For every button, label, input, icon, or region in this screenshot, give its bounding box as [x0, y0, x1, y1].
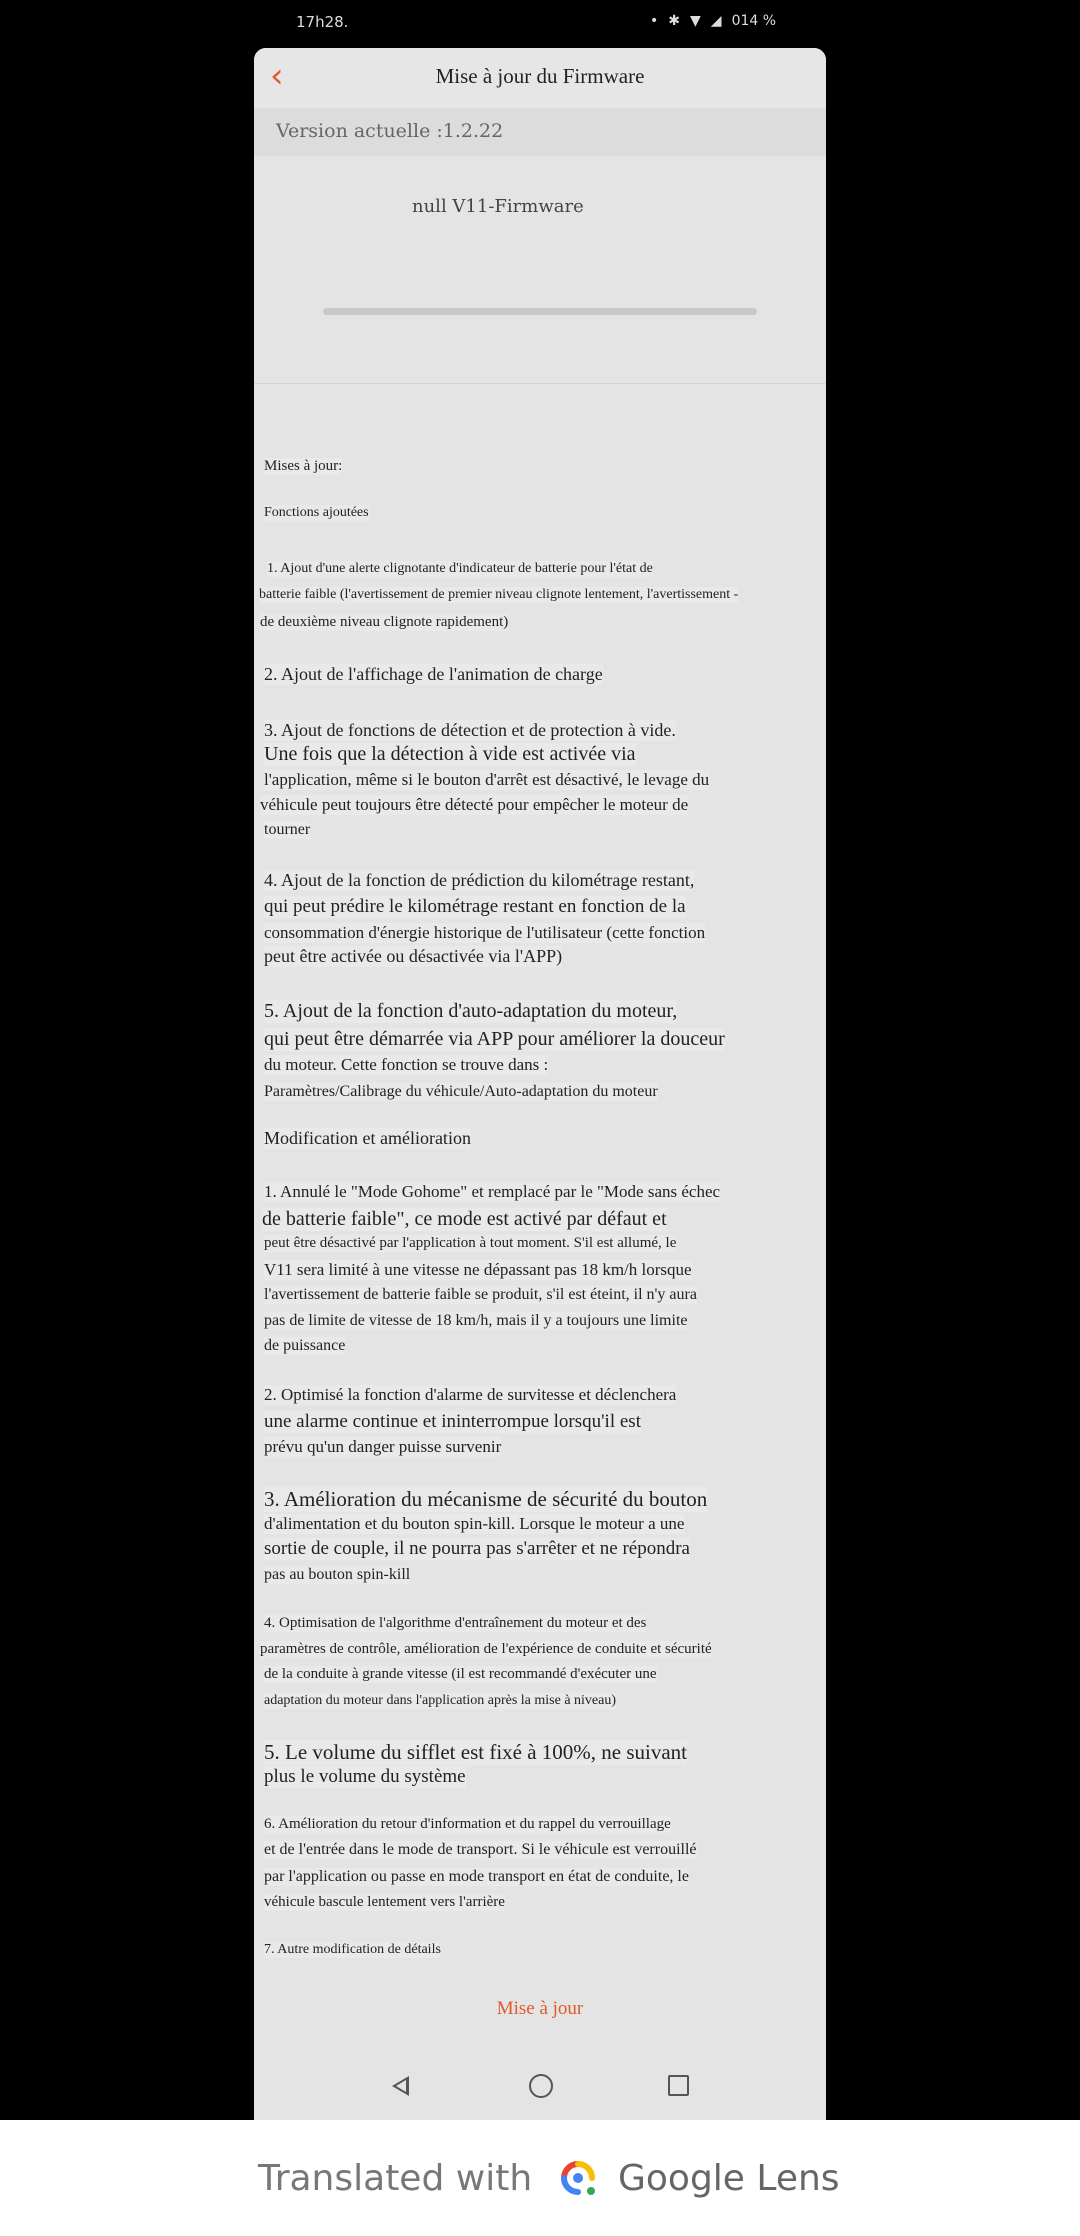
note-line: qui peut prédire le kilométrage restant en fonction de la	[264, 896, 686, 917]
wifi-icon: ▼	[690, 13, 701, 29]
note-line: Paramètres/Calibrage du véhicule/Auto-adaptation du moteur	[264, 1083, 658, 1100]
note-line: de batterie faible", ce mode est activé par défaut et	[262, 1208, 667, 1230]
app-screen	[254, 48, 826, 2120]
nav-bar	[254, 2060, 826, 2120]
section-heading: Fonctions ajoutées	[264, 505, 369, 520]
bluetooth-icon: ✱	[668, 13, 680, 29]
note-line: 5. Le volume du sifflet est fixé à 100%, ne suivant	[264, 1740, 688, 1764]
progress-bar	[323, 308, 757, 315]
lens-prefix: Translated with	[258, 2158, 533, 2199]
current-version: Version actuelle :1.2.22	[276, 120, 504, 142]
note-line: pas de limite de vitesse de 18 km/h, mais il y a toujours une limite	[264, 1312, 688, 1329]
dot-icon: •	[650, 13, 659, 29]
note-line: peut être désactivé par l'application à tout moment. S'il est allumé, le	[264, 1235, 677, 1251]
version-bar	[254, 108, 826, 156]
status-icons	[650, 13, 776, 29]
nav-home-icon[interactable]	[529, 2074, 553, 2098]
note-line: du moteur. Cette fonction se trouve dans :	[264, 1055, 549, 1074]
lens-brand: Google Lens	[618, 2158, 840, 2199]
note-line: peut être activée ou désactivée via l'APP)	[264, 946, 563, 966]
signal-icon: ◢	[710, 13, 722, 29]
note-line: 1. Annulé le "Mode Gohome" et remplacé par le "Mode sans échec	[264, 1182, 721, 1201]
note-line: batterie faible (l'avertissement de premier niveau clignote lentement, l'avertissement -	[259, 587, 739, 602]
note-line: 3. Amélioration du mécanisme de sécurité du bouton	[264, 1487, 708, 1511]
page-title: Mise à jour du Firmware	[435, 64, 645, 88]
note-line: sortie de couple, il ne pourra pas s'arrêter et ne répondra	[264, 1538, 690, 1559]
note-line: l'application, même si le bouton d'arrêt est désactivé, le levage du	[264, 770, 710, 789]
note-line: prévu qu'un danger puisse survenir	[264, 1437, 502, 1456]
lens-banner	[0, 2120, 1080, 2236]
note-line: 6. Amélioration du retour d'information et du rappel du verrouillage	[264, 1816, 671, 1832]
note-line: et de l'entrée dans le mode de transport. Si le véhicule est verrouillé	[264, 1841, 697, 1858]
note-line: 5. Ajout de la fonction d'auto-adaptation du moteur,	[264, 1000, 678, 1022]
note-line: 2. Optimisé la fonction d'alarme de survitesse et déclenchera	[264, 1385, 677, 1404]
note-line: adaptation du moteur dans l'application après la mise à niveau)	[264, 1693, 617, 1708]
footer	[254, 1978, 826, 2042]
note-line: d'alimentation et du bouton spin-kill. Lorsque le moteur a une	[264, 1514, 685, 1533]
note-line: qui peut être démarrée via APP pour améliorer la douceur	[264, 1028, 725, 1050]
note-line: consommation d'énergie historique de l'utilisateur (cette fonction	[264, 923, 706, 942]
note-line: véhicule bascule lentement vers l'arrière	[264, 1894, 505, 1910]
header	[254, 48, 826, 109]
status-time: 17h28.	[296, 13, 349, 31]
note-line: 2. Ajout de l'affichage de l'animation de charge	[264, 664, 603, 684]
note-line: véhicule peut toujours être détecté pour empêcher le moteur de	[260, 795, 689, 814]
note-line: pas au bouton spin-kill	[264, 1566, 411, 1583]
note-line: 1. Ajout d'une alerte clignotante d'indicateur de batterie pour l'état de	[267, 561, 653, 576]
note-line: l'avertissement de batterie faible se produit, s'il est éteint, il n'y aura	[264, 1286, 697, 1303]
notes-heading: Mises à jour:	[264, 458, 343, 474]
note-line: 3. Ajout de fonctions de détection et de protection à vide.	[264, 720, 676, 740]
note-line: plus le volume du système	[264, 1766, 466, 1787]
note-line: paramètres de contrôle, amélioration de l'expérience de conduite et sécurité	[260, 1641, 712, 1657]
note-line: de deuxième niveau clignote rapidement)	[260, 614, 509, 630]
google-lens-icon	[556, 2156, 600, 2200]
note-line: 4. Optimisation de l'algorithme d'entraînement du moteur et des	[264, 1615, 647, 1631]
divider	[254, 383, 826, 384]
note-line: de la conduite à grande vitesse (il est recommandé d'exécuter une	[264, 1666, 657, 1682]
update-button[interactable]: Mise à jour	[496, 1998, 584, 2019]
note-line: 4. Ajout de la fonction de prédiction du kilométrage restant,	[264, 870, 695, 890]
firmware-name: null V11-Firmware	[412, 196, 584, 217]
note-line: par l'application ou passe en mode transport en état de conduite, le	[264, 1868, 689, 1885]
note-line: Une fois que la détection à vide est activée via	[264, 743, 636, 765]
note-line: 7. Autre modification de détails	[264, 1942, 441, 1957]
note-line: tourner	[264, 821, 311, 838]
chevron-left-icon: ‹	[270, 56, 284, 96]
section-heading: Modification et amélioration	[264, 1128, 471, 1148]
nav-back-icon[interactable]	[392, 2076, 409, 2096]
nav-recent-icon[interactable]	[668, 2075, 689, 2096]
note-line: de puissance	[264, 1337, 346, 1354]
note-line: une alarme continue et ininterrompue lorsqu'il est	[264, 1411, 641, 1432]
battery-text: 014 %	[731, 13, 777, 29]
note-line: V11 sera limité à une vitesse ne dépassant pas 18 km/h lorsque	[264, 1260, 692, 1279]
status-bar	[0, 0, 1080, 48]
